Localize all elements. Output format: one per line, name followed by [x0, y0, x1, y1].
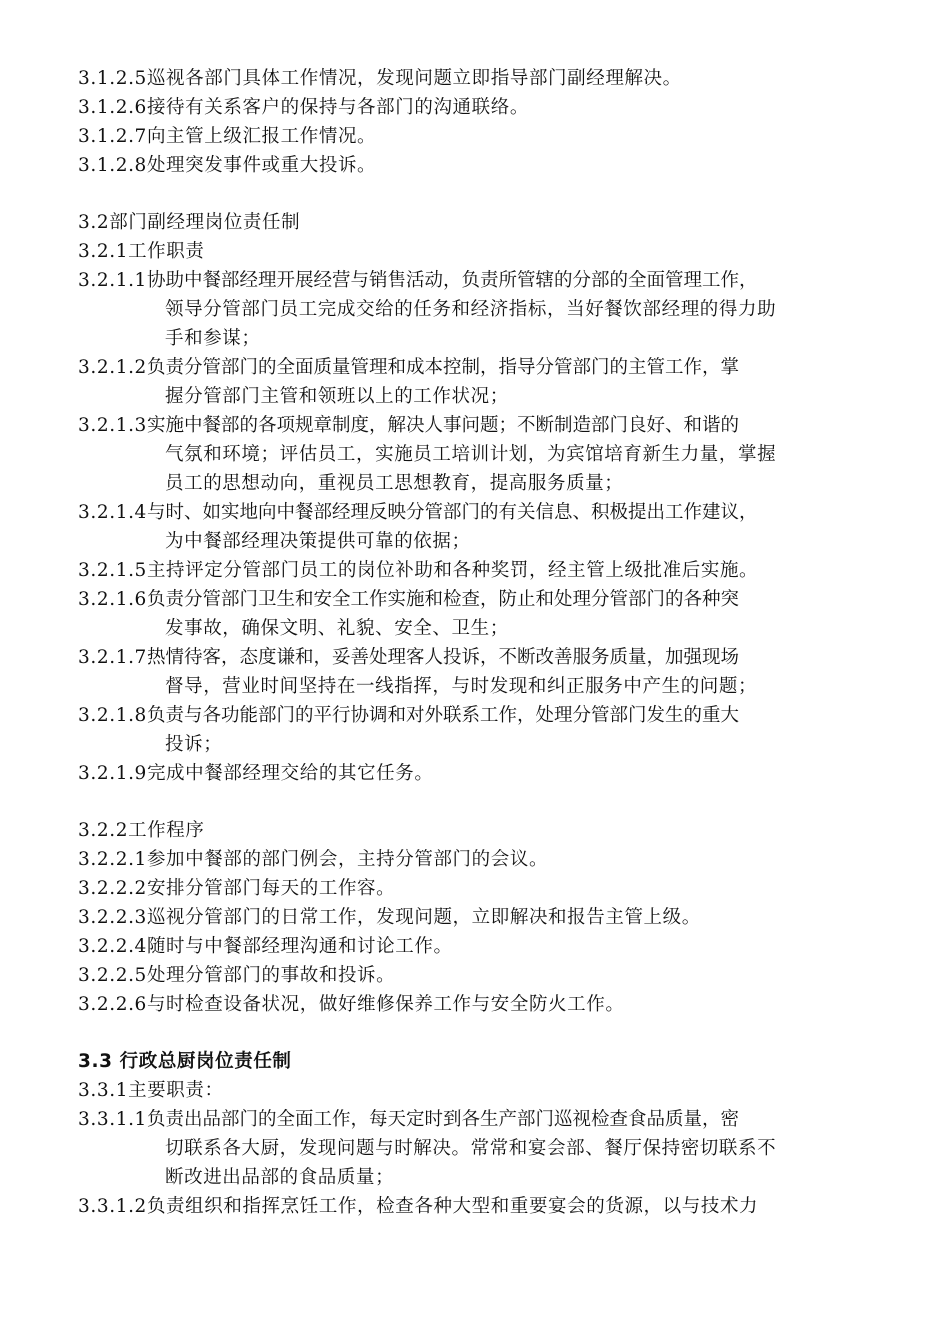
item-text-cont: 手和参谋；	[165, 328, 261, 349]
item-text-cont: 督导，营业时间坚持在一线指挥，与时发现和纠正服务中产生的问题；	[165, 676, 758, 697]
item-number: 3.2.1.7	[78, 647, 147, 668]
section-title: 工作职责	[128, 241, 205, 262]
item-number: 3.2.1.2	[78, 357, 147, 378]
section-heading	[78, 208, 888, 237]
spacer	[78, 788, 888, 816]
list-item	[78, 874, 888, 903]
item-number: 3.2.2.3	[78, 907, 147, 928]
item-number: 3.2.1.6	[78, 589, 147, 610]
item-text: 与时、如实地向中餐部经理反映分管部门的有关信息、积极提出工作建议，	[146, 502, 758, 523]
spacer	[78, 1019, 888, 1047]
list-item	[78, 122, 888, 151]
item-text: 热情待客，态度谦和，妥善处理客人投诉，不断改善服务质量，加强现场	[146, 647, 739, 668]
item-number: 3.1.2.6	[78, 97, 147, 118]
item-text-cont: 气氛和环境；评估员工，实施员工培训计划，为宾馆培育新生力量，掌握	[165, 444, 777, 465]
section-number: 3.2.1	[78, 241, 129, 262]
list-item	[78, 93, 888, 122]
item-text: 实施中餐部的各项规章制度，解决人事问题；不断制造部门良好、和谐的	[146, 415, 739, 436]
subsection-heading	[78, 816, 888, 845]
list-item	[78, 151, 888, 180]
section-heading-bold	[78, 1047, 888, 1076]
item-text: 负责组织和指挥烹饪工作，检查各种大型和重要宴会的货源，以与技术力	[146, 1196, 759, 1217]
item-text-cont: 领导分管部门员工完成交给的任务和经济指标，当好餐饮部经理的得力助	[165, 299, 777, 320]
item-number: 3.2.1.4	[78, 502, 147, 523]
list-item	[78, 990, 888, 1019]
section-number: 3.2.2	[78, 820, 129, 841]
section-number: 3.3.1	[78, 1080, 129, 1101]
section-title: 行政总厨岗位责任制	[119, 1051, 292, 1072]
list-item	[78, 64, 888, 93]
list-item	[78, 411, 888, 440]
item-text: 安排分管部门每天的工作容。	[146, 878, 396, 899]
subsection-heading	[78, 1076, 888, 1105]
list-item	[78, 701, 888, 730]
item-text: 协助中餐部经理开展经营与销售活动，负责所管辖的分部的全面管理工作，	[146, 270, 758, 291]
item-number: 3.3.1.1	[78, 1109, 147, 1130]
list-item	[78, 932, 888, 961]
item-text: 处理分管部门的事故和投诉。	[146, 965, 396, 986]
item-number: 3.2.2.1	[78, 849, 147, 870]
item-text-cont: 发事故，确保文明、礼貌、安全、卫生；	[165, 618, 509, 639]
document-page	[78, 64, 888, 1221]
item-text: 处理突发事件或重大投诉。	[146, 155, 377, 176]
list-item	[78, 353, 888, 382]
item-text: 完成中餐部经理交给的其它任务。	[146, 763, 434, 784]
list-item	[78, 266, 888, 295]
item-number: 3.2.1.5	[78, 560, 147, 581]
list-item	[78, 961, 888, 990]
list-item	[78, 759, 888, 788]
list-item	[78, 585, 888, 614]
item-text-cont: 切联系各大厨，发现问题与时解决。常常和宴会部、餐厅保持密切联系不	[165, 1138, 777, 1159]
item-text: 负责与各功能部门的平行协调和对外联系工作，处理分管部门发生的重大	[146, 705, 739, 726]
item-number: 3.1.2.5	[78, 68, 147, 89]
item-text: 接待有关系客户的保持与各部门的沟通联络。	[146, 97, 529, 118]
list-item	[78, 1105, 888, 1134]
item-number: 3.2.2.5	[78, 965, 147, 986]
item-text: 向主管上级汇报工作情况。	[146, 126, 377, 147]
item-number: 3.1.2.7	[78, 126, 147, 147]
item-text: 参加中餐部的部门例会，主持分管部门的会议。	[146, 849, 549, 870]
section-title: 部门副经理岗位责任制	[109, 212, 301, 233]
item-number: 3.2.2.2	[78, 878, 147, 899]
subsection-heading	[78, 237, 888, 266]
item-text-cont: 握分管部门主管和领班以上的工作状况；	[165, 386, 509, 407]
item-number: 3.2.1.1	[78, 270, 147, 291]
item-number: 3.1.2.8	[78, 155, 147, 176]
section-title: 工作程序	[128, 820, 205, 841]
item-number: 3.2.1.3	[78, 415, 147, 436]
list-item	[78, 643, 888, 672]
list-item	[78, 845, 888, 874]
item-text-cont: 断改进出品部的食品质量；	[165, 1167, 395, 1188]
item-text: 巡视各部门具体工作情况，发现问题立即指导部门副经理解决。	[146, 68, 682, 89]
section-title: 主要职责：	[128, 1080, 224, 1101]
spacer	[78, 180, 888, 208]
item-number: 3.2.1.8	[78, 705, 147, 726]
item-text: 随时与中餐部经理沟通和讨论工作。	[146, 936, 453, 957]
item-text: 负责分管部门的全面质量管理和成本控制，指导分管部门的主管工作，掌	[146, 357, 739, 378]
section-number: 3.3	[78, 1051, 113, 1072]
list-item	[78, 1192, 888, 1221]
item-number: 3.2.1.9	[78, 763, 147, 784]
item-text: 巡视分管部门的日常工作，发现问题，立即解决和报告主管上级。	[146, 907, 701, 928]
item-number: 3.3.1.2	[78, 1196, 147, 1217]
list-item	[78, 498, 888, 527]
item-text: 与时检查设备状况，做好维修保养工作与安全防火工作。	[146, 994, 625, 1015]
item-number: 3.2.2.4	[78, 936, 147, 957]
item-text-cont: 员工的思想动向，重视员工思想教育，提高服务质量；	[165, 473, 624, 494]
item-number: 3.2.2.6	[78, 994, 147, 1015]
item-text-cont: 为中餐部经理决策提供可靠的依据；	[165, 531, 471, 552]
list-item	[78, 903, 888, 932]
item-text: 主持评定分管部门员工的岗位补助和各种奖罚，经主管上级批准后实施。	[146, 560, 759, 581]
section-number: 3.2	[78, 212, 110, 233]
item-text: 负责分管部门卫生和安全工作实施和检查，防止和处理分管部门的各种突	[146, 589, 739, 610]
list-item	[78, 556, 888, 585]
item-text-cont: 投诉；	[165, 734, 223, 755]
item-text: 负责出品部门的全面工作，每天定时到各生产部门巡视检查食品质量，密	[146, 1109, 739, 1130]
